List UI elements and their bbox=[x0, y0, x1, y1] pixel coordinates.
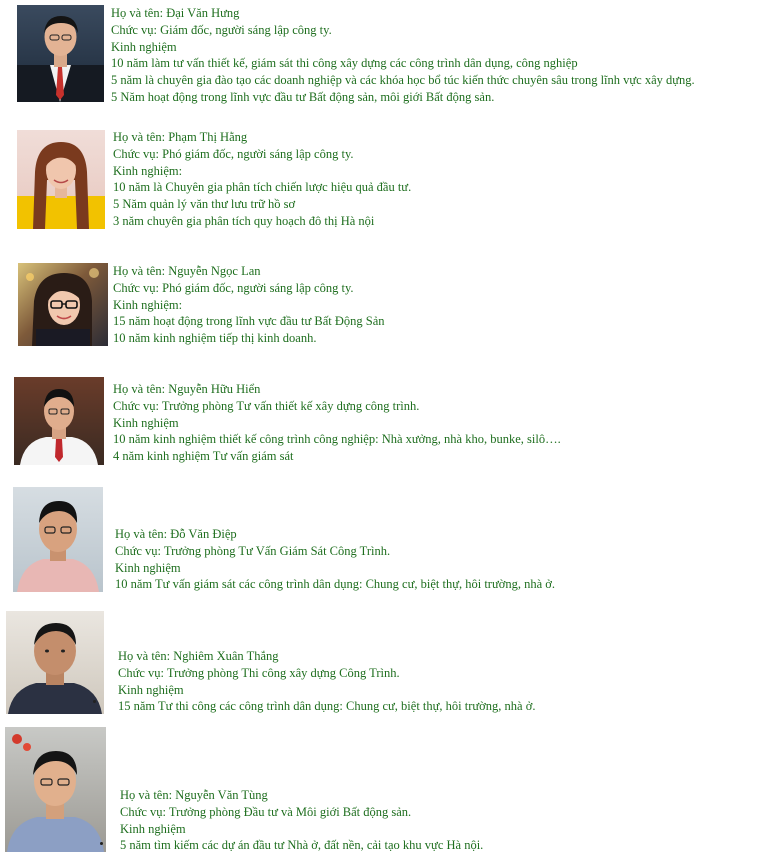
name-line-1: Họ và tên: Đại Văn Hưng bbox=[111, 6, 240, 20]
exp-heading-6: Kinh nghiệm bbox=[118, 682, 184, 697]
name-line-2: Họ và tên: Phạm Thị Hằng bbox=[113, 130, 248, 144]
name-line-3: Họ và tên: Nguyễn Ngọc Lan bbox=[113, 264, 261, 278]
exp-item-2-2: 5 Năm quản lý văn thư lưu trữ hồ sơ bbox=[113, 197, 296, 212]
role-line-4: Chức vụ: Trưởng phòng Tư vấn thiết kế xây dựng công trình. bbox=[113, 398, 420, 413]
person-card-3 bbox=[0, 258, 775, 353]
person-silhouette-icon bbox=[17, 130, 105, 229]
role-line-5: Chức vụ: Trưởng phòng Tư Vấn Giám Sát Công Trình. bbox=[115, 543, 391, 558]
exp-heading-4: Kinh nghiệm bbox=[113, 415, 179, 430]
portrait-photo-7 bbox=[5, 727, 106, 852]
portrait-photo-4 bbox=[14, 377, 104, 465]
exp-item-7-1: 5 năm tìm kiếm các dự án đầu tư Nhà ở, đất nền, cải tạo khu vực Hà nội. bbox=[120, 838, 484, 853]
portrait-photo-5 bbox=[13, 487, 103, 592]
exp-item-6-1: 15 năm Tư thi công các công trình dân dụng: Chung cư, biệt thự, hôi trường, nhà ở. bbox=[118, 699, 536, 714]
exp-heading-5: Kinh nghiệm bbox=[115, 560, 181, 575]
person-card-4 bbox=[0, 372, 775, 470]
info-block-3 bbox=[113, 263, 385, 347]
portrait-photo-2 bbox=[17, 130, 105, 229]
exp-item-3-1: 15 năm hoạt động trong lĩnh vực đầu tư Bất Động Sản bbox=[113, 314, 385, 329]
person-silhouette-icon bbox=[17, 5, 104, 102]
exp-heading-7: Kinh nghiệm bbox=[120, 821, 186, 836]
exp-item-3-2: 10 năm kinh nghiệm tiếp thị kinh doanh. bbox=[113, 331, 317, 346]
person-card-7 bbox=[0, 722, 775, 864]
person-silhouette-icon bbox=[6, 611, 104, 714]
exp-item-1-3: 5 Năm hoạt động trong lĩnh vực đầu tư Bất động sản, môi giới Bất động sản. bbox=[111, 89, 495, 104]
name-line-4: Họ và tên: Nguyễn Hữu Hiển bbox=[113, 382, 261, 396]
person-silhouette-icon bbox=[13, 487, 103, 592]
person-silhouette-icon bbox=[5, 727, 106, 852]
role-line-7: Chức vụ: Trưởng phòng Đầu tư và Môi giới Bất động sản. bbox=[120, 804, 412, 819]
info-block-1 bbox=[111, 5, 695, 106]
bullet-dot-6 bbox=[93, 700, 96, 703]
role-line-1: Chức vụ: Giám đốc, người sáng lập công ty. bbox=[111, 22, 332, 37]
person-silhouette-icon bbox=[14, 377, 104, 465]
exp-item-4-1: 10 năm kinh nghiệm thiết kế công trình công nghiệp: Nhà xưởng, nhà kho, bunke, silô…. bbox=[113, 432, 561, 447]
person-card-1 bbox=[0, 0, 775, 110]
portrait-photo-3 bbox=[18, 263, 108, 346]
exp-item-1-1: 10 năm làm tư vấn thiết kế, giám sát thi công xây dựng các công trình dân dụng, công nghiệp bbox=[111, 56, 578, 71]
info-block-5 bbox=[115, 526, 555, 593]
person-card-2 bbox=[0, 125, 775, 235]
info-block-2 bbox=[113, 129, 411, 230]
person-card-6 bbox=[0, 606, 775, 718]
exp-item-2-1: 10 năm là Chuyên gia phân tích chiến lược hiệu quả đầu tư. bbox=[113, 180, 412, 195]
person-card-5 bbox=[0, 482, 775, 597]
bullet-dot-7 bbox=[100, 842, 103, 845]
info-block-4 bbox=[113, 381, 561, 465]
info-block-6 bbox=[118, 648, 535, 715]
name-line-5: Họ và tên: Đỗ Văn Điệp bbox=[115, 527, 237, 541]
name-line-7: Họ và tên: Nguyễn Văn Tùng bbox=[120, 788, 268, 802]
exp-item-2-3: 3 năm chuyên gia phân tích quy hoạch đô thị Hà nội bbox=[113, 213, 375, 228]
role-line-2: Chức vụ: Phó giám đốc, người sáng lập công ty. bbox=[113, 146, 354, 161]
exp-item-1-2: 5 năm là chuyên gia đào tạo các doanh nghiệp và các khóa học bổ túc kiến thức chuyên sâu trong lĩnh vực xây dựng. bbox=[111, 73, 695, 88]
exp-heading-2: Kinh nghiệm: bbox=[113, 163, 183, 178]
name-line-6: Họ và tên: Nghiêm Xuân Thắng bbox=[118, 649, 279, 663]
role-line-6: Chức vụ: Trưởng phòng Thi công xây dựng Công Trình. bbox=[118, 665, 400, 680]
person-silhouette-icon bbox=[18, 263, 108, 346]
role-line-3: Chức vụ: Phó giám đốc, người sáng lập công ty. bbox=[113, 280, 354, 295]
portrait-photo-6 bbox=[6, 611, 104, 714]
exp-heading-3: Kinh nghiệm: bbox=[113, 297, 183, 312]
exp-item-4-2: 4 năm kinh nghiệm Tư vấn giám sát bbox=[113, 449, 294, 464]
info-block-7 bbox=[120, 787, 483, 854]
exp-heading-1: Kinh nghiệm bbox=[111, 39, 177, 54]
portrait-photo-1 bbox=[17, 5, 104, 102]
exp-item-5-1: 10 năm Tư vấn giám sát các công trình dân dụng: Chung cư, biệt thự, hôi trường, nhà ở. bbox=[115, 577, 556, 592]
